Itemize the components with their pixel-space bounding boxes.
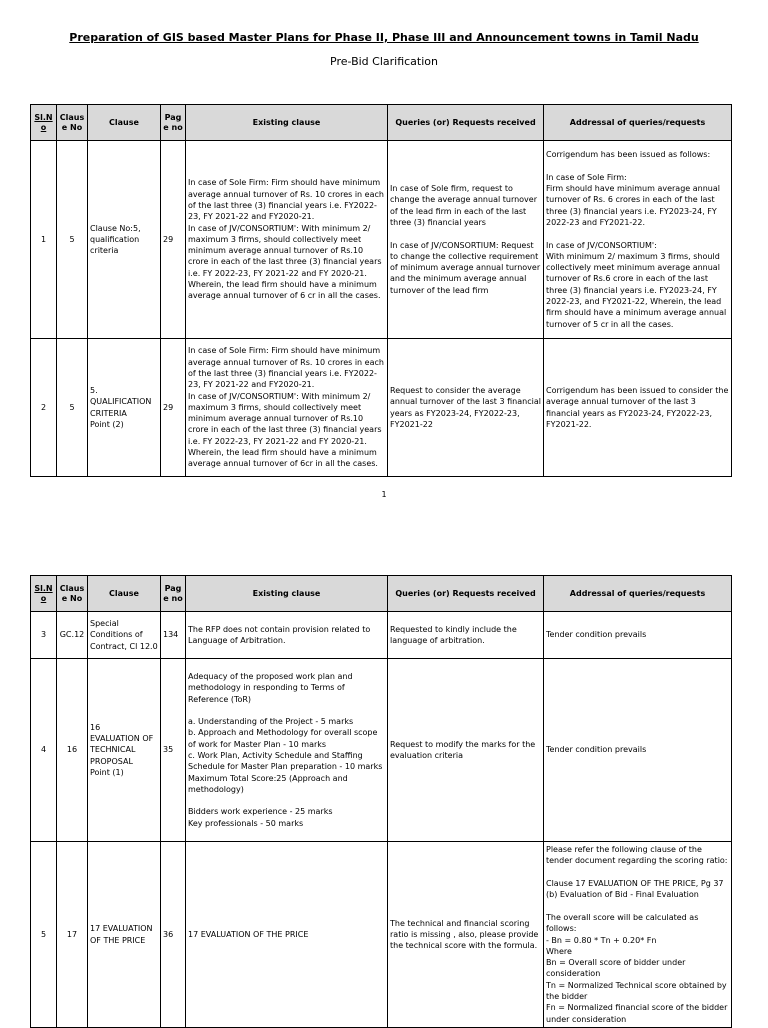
table-row xyxy=(31,842,732,1028)
existing-clause-cell: In case of Sole Firm: Firm should have minimum average annual turnover of Rs. 10 crores in each of the last three (3) financial years i.e. FY2022-23, FY 2021-22 and FY2020-21. In case of JV/CONSORTIUM': With minimum 2/ maximum 3 firms, should collectively meet minimum average annual turnover of Rs.10 crore in each of the last three (3) financial years i.e. FY 2022-23, FY 2021-22 and FY 2020-21. Wherein, the lead firm should have a minimum average annual turnover of 6 cr in all the cases. xyxy=(186,141,388,339)
page-no-cell: 134 xyxy=(161,612,186,659)
sl-no-cell: 4 xyxy=(31,659,57,842)
addressal-cell: Tender condition prevails xyxy=(544,612,732,659)
clause-no-cell: 5 xyxy=(57,339,88,477)
existing-clause-cell: 17 EVALUATION OF THE PRICE xyxy=(186,842,388,1028)
sl-no-cell: 1 xyxy=(31,141,57,339)
existing-clause-cell: In case of Sole Firm: Firm should have minimum average annual turnover of Rs. 10 crores in each of the last three (3) financial years i.e. FY2022-23, FY 2021-22 and FY2020-21. In case of JV/CONSORTIUM': With minimum 2/ maximum 3 firms, should collectively meet minimum average annual turnover of Rs.10 crore in each of the last three (3) financial years i.e. FY 2022-23, FY 2021-22 and FY 2020-21. Wherein, the lead firm should have a minimum average annual turnover of 6cr in all the cases. xyxy=(186,339,388,477)
header-clause-no: Clause No xyxy=(57,576,88,612)
sl-no-cell: 5 xyxy=(31,842,57,1028)
table-row xyxy=(31,659,732,842)
clarification-table-page-2 xyxy=(30,575,732,1028)
addressal-cell: Tender condition prevails xyxy=(544,659,732,842)
sl-no-cell: 3 xyxy=(31,612,57,659)
header-existing-clause: Existing clause xyxy=(186,576,388,612)
page-no-cell: 29 xyxy=(161,339,186,477)
header-addressal: Addressal of queries/requests xyxy=(544,105,732,141)
addressal-cell: Please refer the following clause of the tender document regarding the scoring ratio: Clause 17 EVALUATION OF THE PRICE, Pg 37 (b) Evaluation of Bid - Final Evaluation The overall score will be calculated as follows: - Bn = 0.80 * Tn + 0.20* Fn Where Bn = Overall score of bidder under consideration Tn = Normalized Technical score obtained by the bidder Fn = Normalized financial score of the bidder under consideration xyxy=(544,842,732,1028)
queries-cell: Request to consider the average annual turnover of the last 3 financial years as FY2023-24, FY2022-23, FY2021-22 xyxy=(388,339,544,477)
clause-no-cell: 16 xyxy=(57,659,88,842)
table-row xyxy=(31,141,732,339)
header-clause: Clause xyxy=(88,576,161,612)
existing-clause-cell: The RFP does not contain provision related to Language of Arbitration. xyxy=(186,612,388,659)
clause-no-cell: 17 xyxy=(57,842,88,1028)
page-no-cell: 35 xyxy=(161,659,186,842)
clause-no-cell: GC.12 xyxy=(57,612,88,659)
queries-cell: Requested to kindly include the language of arbitration. xyxy=(388,612,544,659)
header-sl-no: Sl.No xyxy=(31,576,57,612)
header-existing-clause: Existing clause xyxy=(186,105,388,141)
clause-no-cell: 5 xyxy=(57,141,88,339)
page-no-cell: 29 xyxy=(161,141,186,339)
page-number: 1 xyxy=(381,490,387,499)
clause-cell: Clause No:5, qualification criteria xyxy=(88,141,161,339)
existing-clause-cell: Adequacy of the proposed work plan and methodology in responding to Terms of Reference (ToR) a. Understanding of the Project - 5 marks b. Approach and Methodology for overall scope of work for Master Plan - 10 marks c. Work Plan, Activity Schedule and Staffing Schedule for Master Plan preparation - 10 marks Maximum Total Score:25 (Approach and methodology) Bidders work experience - 25 marks Key professionals - 50 marks xyxy=(186,659,388,842)
document-subtitle: Pre-Bid Clarification xyxy=(330,55,438,68)
table-row xyxy=(31,339,732,477)
queries-cell: Request to modify the marks for the evaluation criteria xyxy=(388,659,544,842)
header-clause: Clause xyxy=(88,105,161,141)
header-page-no: Page no xyxy=(161,576,186,612)
clause-cell: 16 EVALUATION OF TECHNICAL PROPOSAL Point (1) xyxy=(88,659,161,842)
queries-cell: The technical and financial scoring ratio is missing , also, please provide the technical score with the formula. xyxy=(388,842,544,1028)
clause-cell: 17 EVALUATION OF THE PRICE xyxy=(88,842,161,1028)
header-queries: Queries (or) Requests received xyxy=(388,105,544,141)
header-sl-no: Sl.No xyxy=(31,105,57,141)
header-addressal: Addressal of queries/requests xyxy=(544,576,732,612)
document-title: Preparation of GIS based Master Plans for Phase II, Phase III and Announcement towns in Tamil Nadu xyxy=(69,31,699,44)
header-page-no: Page no xyxy=(161,105,186,141)
clarification-table-page-1 xyxy=(30,104,732,477)
table-row xyxy=(31,612,732,659)
sl-no-cell: 2 xyxy=(31,339,57,477)
clause-cell: 5. QUALIFICATION CRITERIA Point (2) xyxy=(88,339,161,477)
addressal-cell: Corrigendum has been issued as follows: In case of Sole Firm: Firm should have minimum average annual turnover of Rs. 6 crores in each of the last three (3) financial years i.e. FY2023-24, FY 2022-23 and FY2021-22. In case of JV/CONSORTIUM': With minimum 2/ maximum 3 firms, should collectively meet minimum average annual turnover of Rs.6 crore in each of the last three (3) financial years i.e. FY2023-24, FY 2022-23, and FY2021-22, Wherein, the lead firm should have a minimum average annual turnover of 5 cr in all the cases. xyxy=(544,141,732,339)
header-queries: Queries (or) Requests received xyxy=(388,576,544,612)
clause-cell: Special Conditions of Contract, Cl 12.0 xyxy=(88,612,161,659)
queries-cell: In case of Sole firm, request to change the average annual turnover of the lead firm in each of the last three (3) financial years In case of JV/CONSORTIUM: Request to change the collective requirement of minimum average annual turnover and the minimum average annual turnover of the lead firm xyxy=(388,141,544,339)
page-no-cell: 36 xyxy=(161,842,186,1028)
header-clause-no: Clause No xyxy=(57,105,88,141)
addressal-cell: Corrigendum has been issued to consider the average annual turnover of the last 3 financial years as FY2023-24, FY2022-23, FY2021-22. xyxy=(544,339,732,477)
